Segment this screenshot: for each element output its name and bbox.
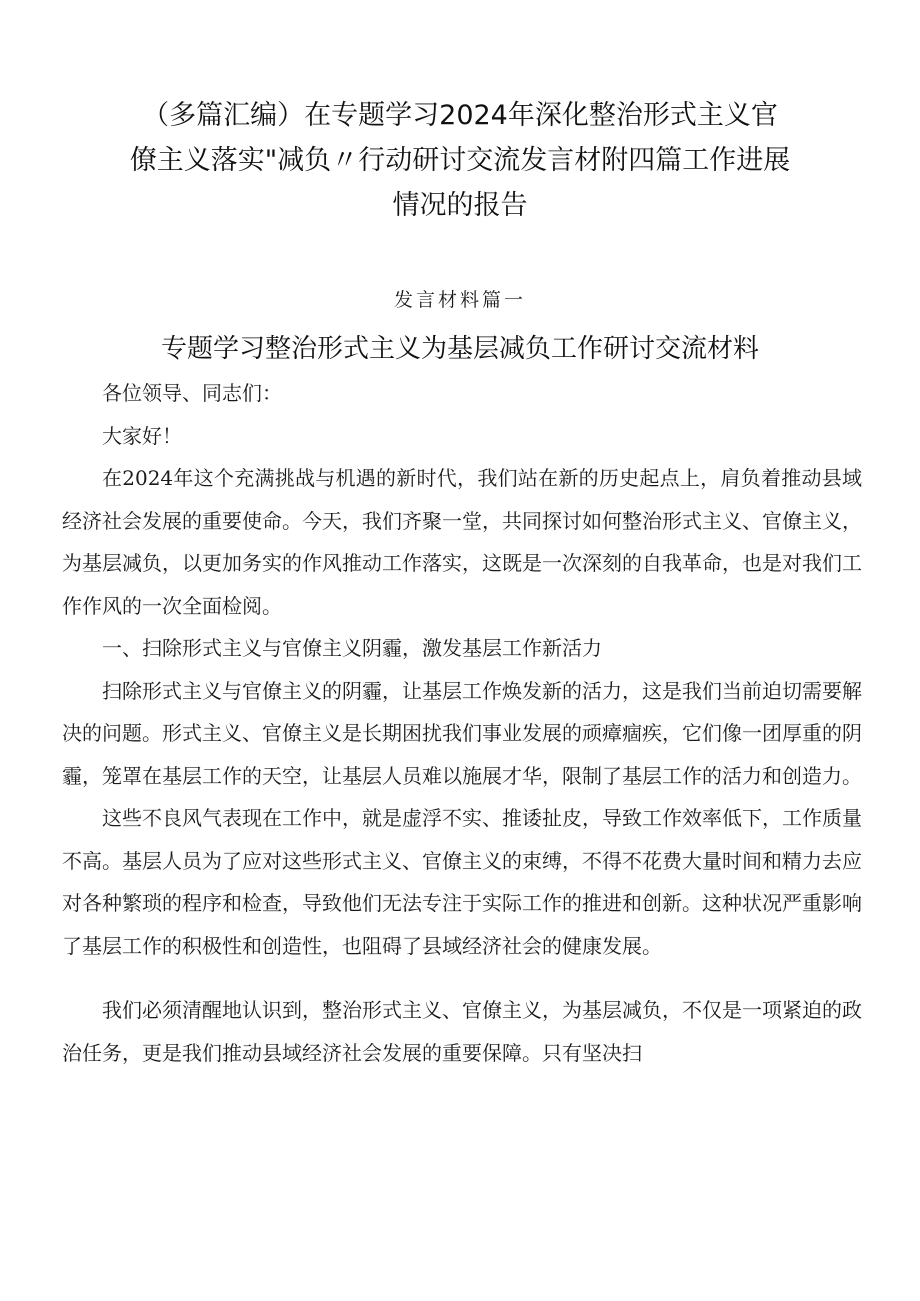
paragraph-intro: 在2024年这个充满挑战与机遇的新时代，我们站在新的历史起点上，肩负着推动县域经济社会发展的重要使命。今天，我们齐聚一堂，共同探讨如何整治形式主义、官僚主义，为基层减负，以更加务实的作风推动工作落实，这既是一次深刻的自我革命，也是对我们工作作风的一次全面检阅。	[62, 466, 862, 618]
document-title-line-1: （多篇汇编）在专题学习2024年深化整治形式主义官	[142, 100, 778, 131]
document-title-line-2: 僚主义落实"减负〃行动研讨交流发言材附四篇工作进展	[129, 145, 791, 176]
paragraph-heading-1: 一、扫除形式主义与官僚主义阴霾，激发基层工作新活力	[102, 636, 602, 660]
document-body	[62, 372, 862, 1074]
section-title: 专题学习整治形式主义为基层减负工作研讨交流材料	[160, 334, 759, 364]
document-title	[60, 93, 860, 228]
paragraph-body-3: 我们必须清醒地认识到，整治形式主义、官僚主义，为基层减负，不仅是一项紧迫的政治任务，更是我们推动县域经济社会发展的重要保障。只有坚决扫	[62, 998, 862, 1065]
document-title-line-3: 情况的报告	[392, 190, 528, 221]
section-label: 发言材料篇一	[393, 289, 526, 311]
paragraph-greeting: 大家好！	[102, 423, 182, 448]
paragraph-body-1: 扫除形式主义与官僚主义的阴霾，让基层工作焕发新的活力，这是我们当前迫切需要解决的问题。形式主义、官僚主义是长期困扰我们事业发展的顽瘴痼疾，它们像一团厚重的阴霾，笼罩在基层工作的天空，让基层人员难以施展才华，限制了基层工作的活力和创造力。	[62, 678, 862, 788]
paragraph-body-2: 这些不良风气表现在工作中，就是虚浮不实、推诿扯皮，导致工作效率低下，工作质量不高。基层人员为了应对这些形式主义、官僚主义的束缚，不得不花费大量时间和精力去应对各种繁琐的程序和检查，导致他们无法专注于实际工作的推进和创新。这种状况严重影响了基层工作的积极性和创造性，也阻碍了县域经济社会的健康发展。	[62, 806, 862, 958]
paragraph-salutation: 各位领导、同志们：	[102, 381, 282, 405]
